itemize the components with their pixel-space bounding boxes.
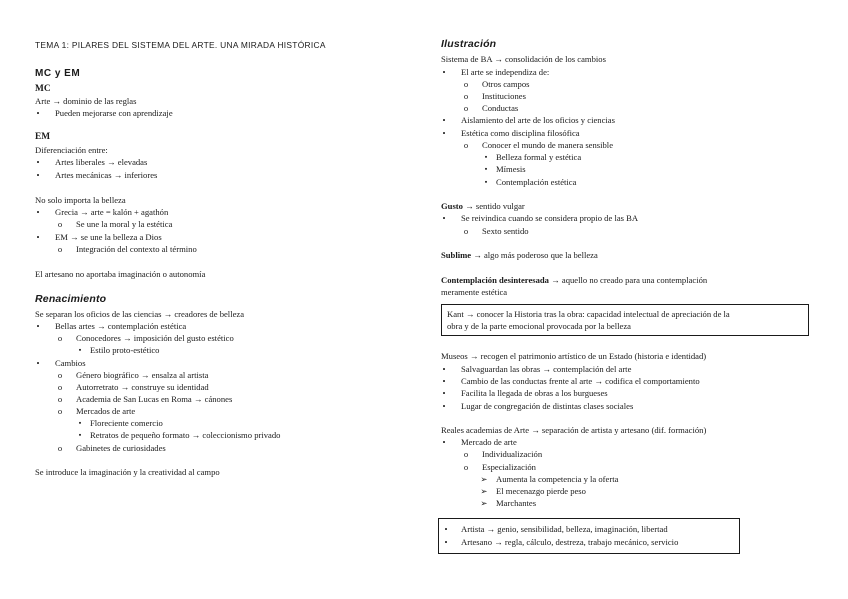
- bullet-dot: •: [442, 213, 446, 223]
- bullet-dot: •: [444, 537, 448, 547]
- list-item: Especialización: [482, 462, 536, 472]
- contemplacion-line: [441, 275, 707, 285]
- bullet-dot: •: [36, 358, 40, 368]
- kant-line-2: obra y de la parte emocional provocada por la belleza: [447, 321, 631, 331]
- ilustracion-heading: Ilustración: [441, 38, 497, 50]
- list-item: Bellas artes → contemplación estética: [55, 321, 187, 331]
- bullet-dot: •: [36, 321, 40, 331]
- list-item: Se une la moral y la estética: [76, 219, 173, 229]
- list-item: Artes mecánicas → inferiores: [55, 170, 158, 180]
- bullet-square: ▪: [484, 165, 488, 173]
- bullet-circle: o: [57, 370, 63, 380]
- sublime-term: Sublime: [441, 250, 472, 260]
- list-item: Mercado de arte: [461, 437, 517, 447]
- list-item: Estilo proto-estético: [90, 345, 160, 355]
- bullet-circle: o: [463, 226, 469, 236]
- list-item: El mecenazgo pierde peso: [496, 486, 586, 496]
- bullet-circle: o: [57, 394, 63, 404]
- mc-line: Arte → dominio de las reglas: [35, 96, 137, 106]
- bullet-circle: o: [57, 406, 63, 416]
- bullet-dot: •: [36, 232, 40, 242]
- bullet-dot: •: [442, 401, 446, 411]
- bullet-circle: o: [463, 462, 469, 472]
- em-line: No solo importa la belleza: [35, 195, 126, 205]
- sublime-rest: → algo más poderoso que la belleza: [471, 250, 598, 260]
- bullet-circle: o: [463, 140, 469, 150]
- bullet-square: ▪: [78, 346, 82, 354]
- list-item: Individualización: [482, 449, 543, 459]
- bullet-square: ▪: [484, 153, 488, 161]
- document-title: TEMA 1: PILARES DEL SISTEMA DEL ARTE. UNA MIRADA HISTÓRICA: [35, 40, 326, 50]
- bullet-circle: o: [463, 91, 469, 101]
- list-item: Género biográfico → ensalza al artista: [76, 370, 209, 380]
- bullet-circle: o: [57, 333, 63, 343]
- bullet-dot: •: [442, 376, 446, 386]
- list-item: Mímesis: [496, 164, 526, 174]
- bullet-dot: •: [442, 67, 446, 77]
- ilu-line: Sistema de BA → consolidación de los cambios: [441, 54, 606, 64]
- gusto-term: Gusto: [441, 201, 463, 211]
- bullet-dot: •: [442, 437, 446, 447]
- bullet-circle: o: [463, 103, 469, 113]
- list-item: Lugar de congregación de distintas clases sociales: [461, 401, 634, 411]
- list-item: Mercados de arte: [76, 406, 136, 416]
- ren-line: Se separan los oficios de las ciencias → creadores de belleza: [35, 309, 245, 319]
- em-line: Diferenciación entre:: [35, 145, 108, 155]
- em-heading: EM: [35, 132, 51, 142]
- bullet-arrow: ➢: [480, 474, 488, 484]
- list-item: Sexto sentido: [482, 226, 529, 236]
- bullet-circle: o: [57, 219, 63, 229]
- list-item: Contemplación estética: [496, 177, 577, 187]
- kant-box: [441, 304, 809, 336]
- em-line: El artesano no aportaba imaginación o autonomía: [35, 269, 206, 279]
- list-item: Artista → genio, sensibilidad, belleza, imaginación, libertad: [461, 524, 668, 534]
- renacimiento-heading: Renacimiento: [35, 293, 107, 305]
- bullet-dot: •: [444, 524, 448, 534]
- list-item: Conocedores → imposición del gusto estético: [76, 333, 234, 343]
- mc-heading: MC: [35, 84, 51, 94]
- list-item: Floreciente comercio: [90, 418, 163, 428]
- list-item: El arte se independiza de:: [461, 67, 550, 77]
- bullet-square: ▪: [484, 178, 488, 186]
- academias-line: Reales academias de Arte → separación de artista y artesano (dif. formación): [441, 425, 707, 435]
- sublime-line: [441, 250, 598, 260]
- bullet-dot: •: [442, 388, 446, 398]
- list-item: Facilita la llegada de obras a los burgueses: [461, 388, 608, 398]
- gusto-rest: → sentido vulgar: [462, 201, 525, 211]
- list-item: Aislamiento del arte de los oficios y ciencias: [461, 115, 615, 125]
- bullet-square: ▪: [78, 419, 82, 427]
- list-item: Conocer el mundo de manera sensible: [482, 140, 614, 150]
- list-item: Grecia → arte = kalón + agathón: [55, 207, 169, 217]
- bullet-arrow: ➢: [480, 498, 488, 508]
- contemplacion-rest: → aquello no creado para una contemplación: [548, 275, 708, 285]
- section-heading-mc-em: MC y EM: [35, 68, 81, 79]
- list-item: Belleza formal y estética: [496, 152, 582, 162]
- bullet-circle: o: [463, 449, 469, 459]
- bullet-dot: •: [442, 128, 446, 138]
- artista-artesano-box: [438, 518, 740, 554]
- list-item: Aumenta la competencia y la oferta: [496, 474, 619, 484]
- bullet-dot: •: [442, 115, 446, 125]
- list-item: Se reivindica cuando se considera propio de las BA: [461, 213, 639, 223]
- list-item: Otros campos: [482, 79, 530, 89]
- list-item: Estética como disciplina filosófica: [461, 128, 580, 138]
- list-item: Salvaguardan las obras → contemplación del arte: [461, 364, 632, 374]
- list-item: Integración del contexto al término: [76, 244, 197, 254]
- bullet-circle: o: [463, 79, 469, 89]
- bullet-dot: •: [36, 108, 40, 118]
- list-item: Gabinetes de curiosidades: [76, 443, 166, 453]
- list-item: Retratos de pequeño formato → coleccionismo privado: [90, 430, 281, 440]
- bullet-dot: •: [442, 364, 446, 374]
- museos-line: Museos → recogen el patrimonio artístico de un Estado (historia e identidad): [441, 351, 707, 361]
- bullet-arrow: ➢: [480, 486, 488, 496]
- bullet-dot: •: [36, 157, 40, 167]
- list-item: Pueden mejorarse con aprendizaje: [55, 108, 173, 118]
- kant-line-1: Kant → conocer la Historia tras la obra: capacidad intelectual de apreciación de la: [447, 309, 730, 319]
- list-item: Cambio de las conductas frente al arte → codifica el comportamiento: [461, 376, 700, 386]
- list-item: Autorretrato → construye su identidad: [76, 382, 209, 392]
- list-item: Academia de San Lucas en Roma → cánones: [76, 394, 233, 404]
- list-item: EM → se une la belleza a Dios: [55, 232, 162, 242]
- bullet-circle: o: [57, 382, 63, 392]
- contemplacion-line-2: meramente estética: [441, 287, 508, 297]
- bullet-dot: •: [36, 170, 40, 180]
- bullet-circle: o: [57, 443, 63, 453]
- gusto-line: [441, 201, 525, 211]
- bullet-square: ▪: [78, 431, 82, 439]
- list-item: Conductas: [482, 103, 519, 113]
- list-item: Artes liberales → elevadas: [55, 157, 148, 167]
- contemplacion-term: Contemplación desinteresada: [441, 275, 549, 285]
- list-item: Cambios: [55, 358, 86, 368]
- ren-line: Se introduce la imaginación y la creatividad al campo: [35, 467, 220, 477]
- list-item: Instituciones: [482, 91, 526, 101]
- bullet-dot: •: [36, 207, 40, 217]
- list-item: Artesano → regla, cálculo, destreza, trabajo mecánico, servicio: [461, 537, 679, 547]
- list-item: Marchantes: [496, 498, 537, 508]
- bullet-circle: o: [57, 244, 63, 254]
